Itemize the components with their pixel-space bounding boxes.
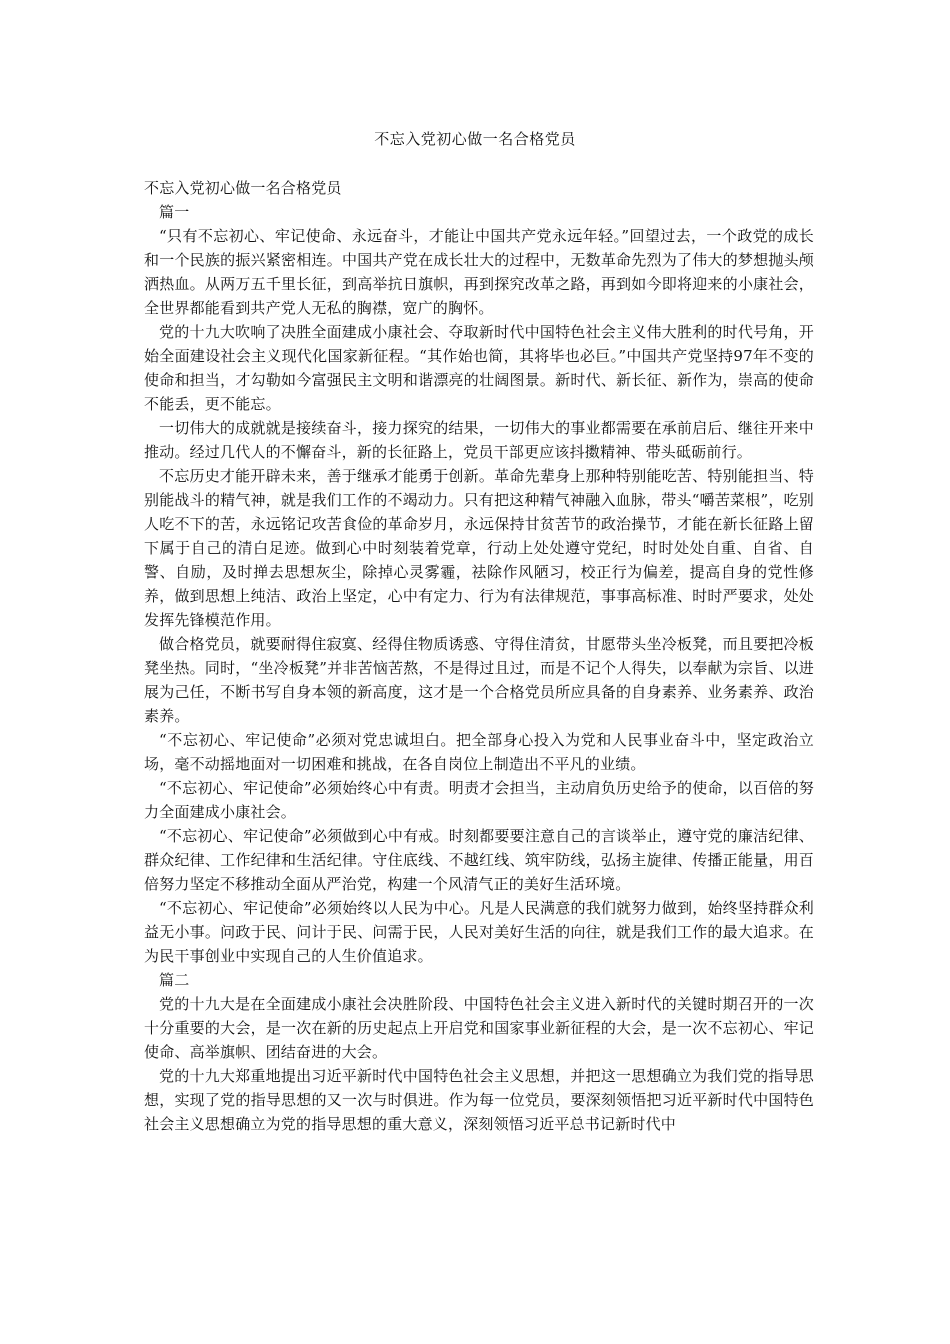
document-body — [144, 176, 814, 1136]
paragraph: 做合格党员，就要耐得住寂寞、经得住物质诱惑、守得住清贫，甘愿带头坐冷板凳，而且要把冷板凳坐热。同时，“坐冷板凳”并非苦恼苦熬，不是得过且过，而是不记个人得失，以奉献为宗旨、以进展为己任，不断书写自身本领的新高度，这才是一个合格党员所应具备的自身素养、业务素养、政治素养。 — [144, 635, 814, 725]
paragraph: “只有不忘初心、牢记使命、永远奋斗，才能让中国共产党永远年轻。”回望过去，一个政党的成长和一个民族的振兴紧密相连。中国共产党在成长壮大的过程中，无数革命先烈为了伟大的梦想抛头颅洒热血。从两万五千里长征，到高举抗日旗帜，再到探究改革之路，再到如今即将迎来的小康社会，全世界都能看到共产党人无私的胸襟，宽广的胸怀。 — [144, 227, 814, 317]
paragraph: 党的十九大吹响了决胜全面建成小康社会、夺取新时代中国特色社会主义伟大胜利的时代号角，开始全面建设社会主义现代化国家新征程。“其作始也简，其将毕也必巨。”中国共产党坚持97年不变的使命和担当，才勾勒如今富强民主文明和谐漂亮的壮阔图景。新时代、新长征、新作为，崇高的使命不能丢，更不能忘。 — [144, 323, 814, 413]
paragraph: “不忘初心、牢记使命”必须始终以人民为中心。凡是人民满意的我们就努力做到，始终坚持群众利益无小事。问政于民、问计于民、问需于民，人民对美好生活的向往，就是我们工作的最大追求。在为民干事创业中实现自己的人生价值追求。 — [144, 899, 814, 965]
paragraph: “不忘初心、牢记使命”必须始终心中有责。明责才会担当，主动肩负历史给予的使命，以百倍的努力全面建成小康社会。 — [144, 779, 814, 821]
paragraph: “不忘初心、牢记使命”必须对党忠诚坦白。把全部身心投入为党和人民事业奋斗中，坚定政治立场，毫不动摇地面对一切困难和挑战，在各自岗位上制造出不平凡的业绩。 — [144, 731, 814, 773]
paragraph: 不忘历史才能开辟未来，善于继承才能勇于创新。革命先辈身上那种特别能吃苦、特别能担当、特别能战斗的精气神，就是我们工作的不竭动力。只有把这种精气神融入血脉，带头“嚼苦菜根”，吃别人吃不下的苦，永远铭记攻苦食俭的革命岁月，永远保持甘贫苦节的政治操节，才能在新长征路上留下属于自己的清白足迹。做到心中时刻装着党章，行动上处处遵守党纪，时时处处自重、自省、自警、自励，及时掸去思想灰尘，除掉心灵雾霾，祛除作风陋习，校正行为偏差，提高自身的党性修养，做到思想上纯洁、政治上坚定，心中有定力、行为有法律规范，事事高标准、时时严要求，处处发挥先锋模范作用。 — [144, 467, 814, 629]
section-label-2: 篇二 — [159, 971, 190, 989]
paragraph: 党的十九大郑重地提出习近平新时代中国特色社会主义思想，并把这一思想确立为我们党的指导思想，实现了党的指导思想的又一次与时俱进。作为每一位党员，要深刻领悟把习近平新时代中国特色社会主义思想确立为党的指导思想的重大意义，深刻领悟习近平总书记新时代中 — [144, 1067, 814, 1133]
paragraph: 党的十九大是在全面建成小康社会决胜阶段、中国特色社会主义进入新时代的关键时期召开的一次十分重要的大会，是一次在新的历史起点上开启党和国家事业新征程的大会，是一次不忘初心、牢记使命、高举旗帜、团结奋进的大会。 — [144, 995, 814, 1061]
document-subtitle: 不忘入党初心做一名合格党员 — [144, 179, 342, 197]
paragraph: 一切伟大的成就就是接续奋斗，接力探究的结果，一切伟大的事业都需要在承前启后、继往开来中推动。经过几代人的不懈奋斗，新的长征路上，党员干部更应该抖擞精神、带头砥砺前行。 — [144, 419, 814, 461]
document-title: 不忘入党初心做一名合格党员 — [374, 130, 576, 148]
paragraph: “不忘初心、牢记使命”必须做到心中有戒。时刻都要要注意自己的言谈举止，遵守党的廉洁纪律、群众纪律、工作纪律和生活纪律。守住底线、不越红线、筑牢防线，弘扬主旋律、传播正能量，用百倍努力坚定不移推动全面从严治党，构建一个风清气正的美好生活环境。 — [144, 827, 814, 893]
section-label-1: 篇一 — [159, 203, 190, 221]
